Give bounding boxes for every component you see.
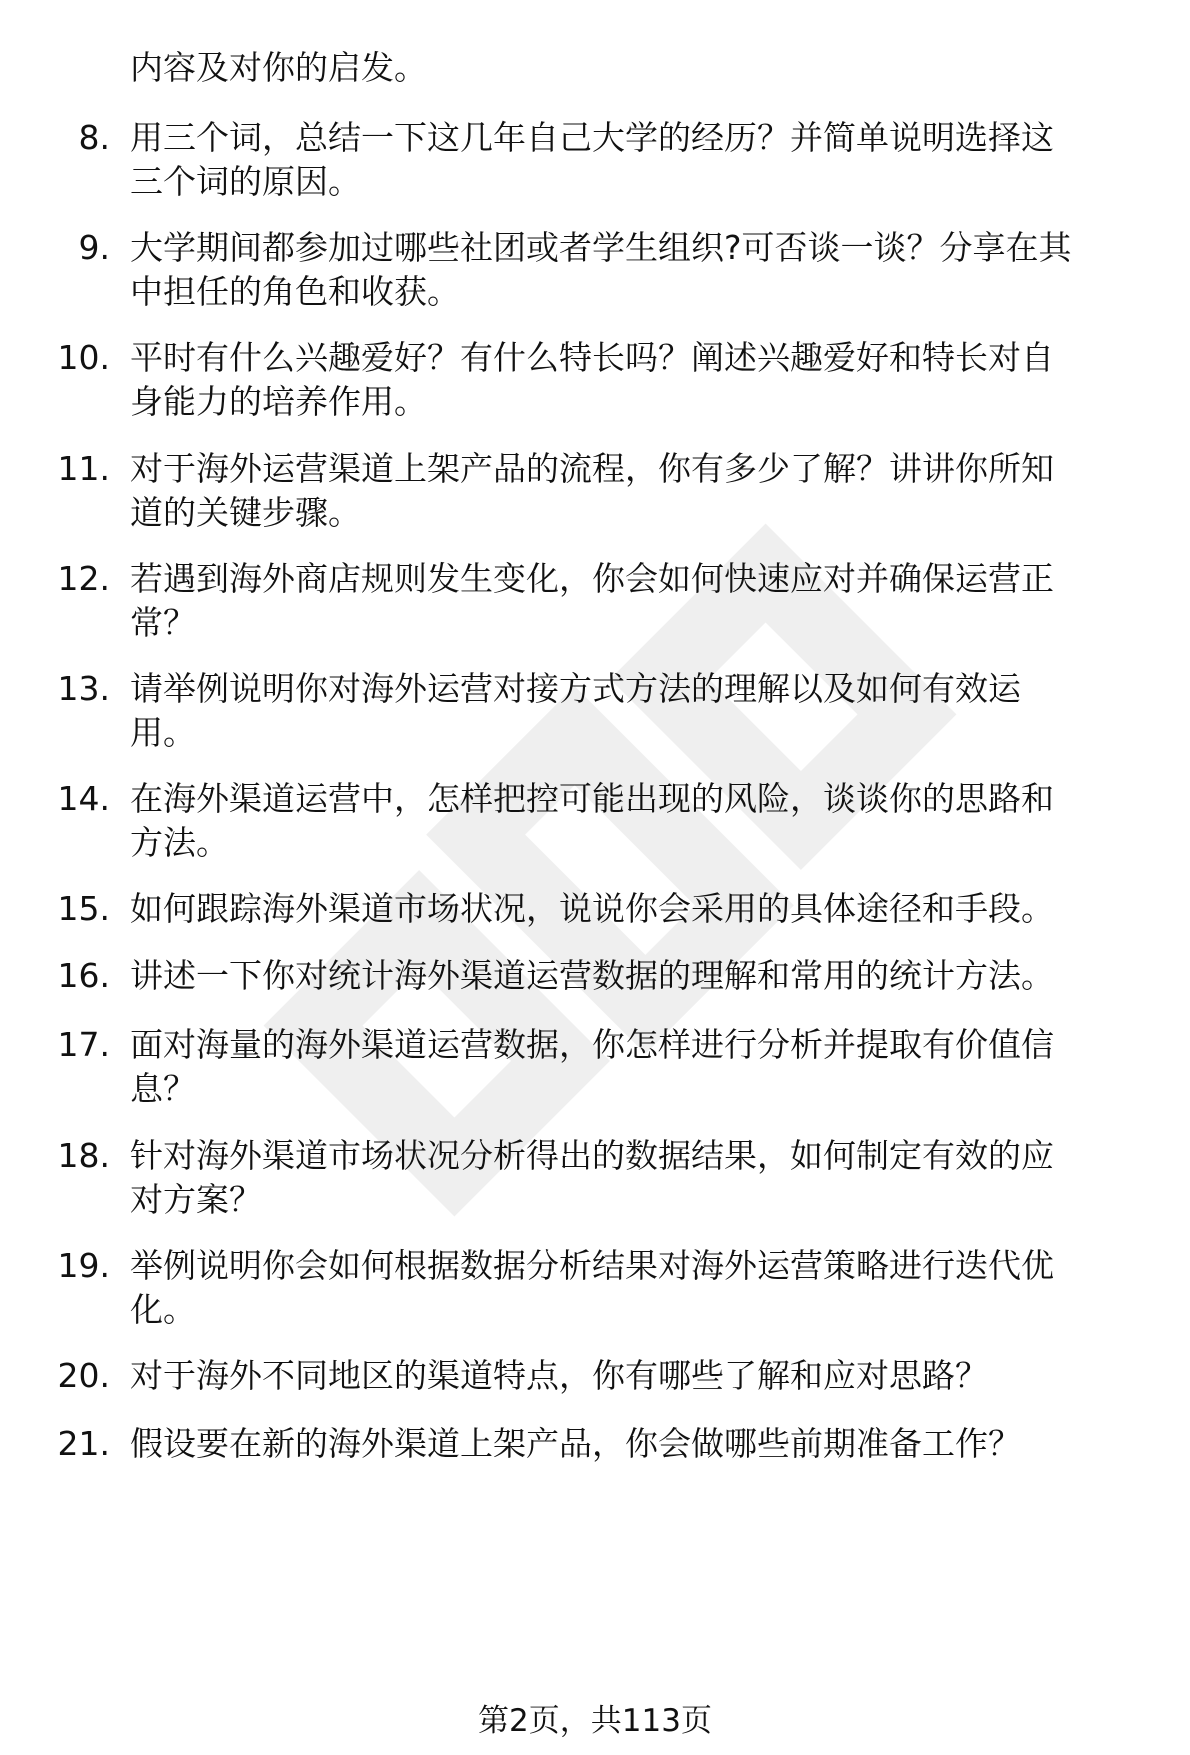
question-text-line: 请举例说明你对海外运营对接方式方法的理解以及如何有效运 (130, 669, 1021, 708)
question-text (130, 1422, 1170, 1466)
question-number: 10. (57, 338, 110, 377)
question-text-line: 讲述一下你对统计海外渠道运营数据的理解和常用的统计方法。 (130, 956, 1054, 995)
question-text-line: 方法。 (130, 823, 229, 862)
question-text-line: 常？ (130, 603, 196, 642)
question-text (130, 336, 1170, 424)
question-text-line: 平时有什么兴趣爱好？有什么特长吗？阐述兴趣爱好和特长对自 (130, 338, 1054, 377)
question-text-line: 如何跟踪海外渠道市场状况，说说你会采用的具体途径和手段。 (130, 889, 1054, 928)
question-number: 15. (57, 889, 110, 928)
question-text-line: 对于海外不同地区的渠道特点，你有哪些了解和应对思路？ (130, 1356, 988, 1395)
question-text-line: 对于海外运营渠道上架产品的流程，你有多少了解？讲讲你所知 (130, 449, 1054, 488)
question-text-line: 身能力的培养作用。 (130, 382, 427, 421)
question-number: 14. (57, 779, 110, 818)
question-number: 18. (57, 1136, 110, 1175)
question-text-line: 对方案？ (130, 1180, 262, 1219)
question-text (130, 447, 1170, 535)
question-number: 17. (57, 1025, 110, 1064)
question-number: 21. (57, 1424, 110, 1463)
question-text-line: 针对海外渠道市场状况分析得出的数据结果，如何制定有效的应 (130, 1136, 1054, 1175)
question-text (130, 1134, 1170, 1222)
question-text (130, 226, 1170, 314)
question-text-line: 用。 (130, 713, 196, 752)
question-text-line: 举例说明你会如何根据数据分析结果对海外运营策略进行迭代优 (130, 1246, 1054, 1285)
question-text-line: 大学期间都参加过哪些社团或者学生组织?可否谈一谈？分享在其 (130, 228, 1072, 267)
question-text (130, 954, 1170, 998)
question-text (130, 1244, 1170, 1332)
question-number: 8. (78, 118, 110, 157)
question-text-line: 在海外渠道运营中，怎样把控可能出现的风险，谈谈你的思路和 (130, 779, 1054, 818)
question-number: 19. (57, 1246, 110, 1285)
question-text-line: 化。 (130, 1290, 196, 1329)
question-number: 12. (57, 559, 110, 598)
question-text-line: 若遇到海外商店规则发生变化，你会如何快速应对并确保运营正 (130, 559, 1054, 598)
question-number: 11. (57, 449, 110, 488)
question-text (130, 667, 1170, 755)
question-text (130, 887, 1170, 931)
question-text (130, 1354, 1170, 1398)
question-text-line: 面对海量的海外渠道运营数据，你怎样进行分析并提取有价值信 (130, 1025, 1054, 1064)
question-text-line: 三个词的原因。 (130, 162, 361, 201)
question-number: 20. (57, 1356, 110, 1395)
question-number: 16. (57, 956, 110, 995)
question-text-line: 息？ (130, 1069, 196, 1108)
question-number: 9. (78, 228, 110, 267)
question-text-line: 用三个词，总结一下这几年自己大学的经历？并简单说明选择这 (130, 118, 1054, 157)
question-number: 13. (57, 669, 110, 708)
question-text-line: 中担任的角色和收获。 (130, 272, 460, 311)
question-text (130, 777, 1170, 865)
question-text (130, 116, 1170, 204)
question-text (130, 557, 1170, 645)
question-text (130, 1023, 1170, 1111)
question-text-line: 假设要在新的海外渠道上架产品，你会做哪些前期准备工作？ (130, 1424, 1021, 1463)
page-footer: 第2页，共113页 (478, 1703, 712, 1739)
continuation-text: 内容及对你的启发。 (130, 48, 427, 87)
question-text-line: 道的关键步骤。 (130, 493, 361, 532)
